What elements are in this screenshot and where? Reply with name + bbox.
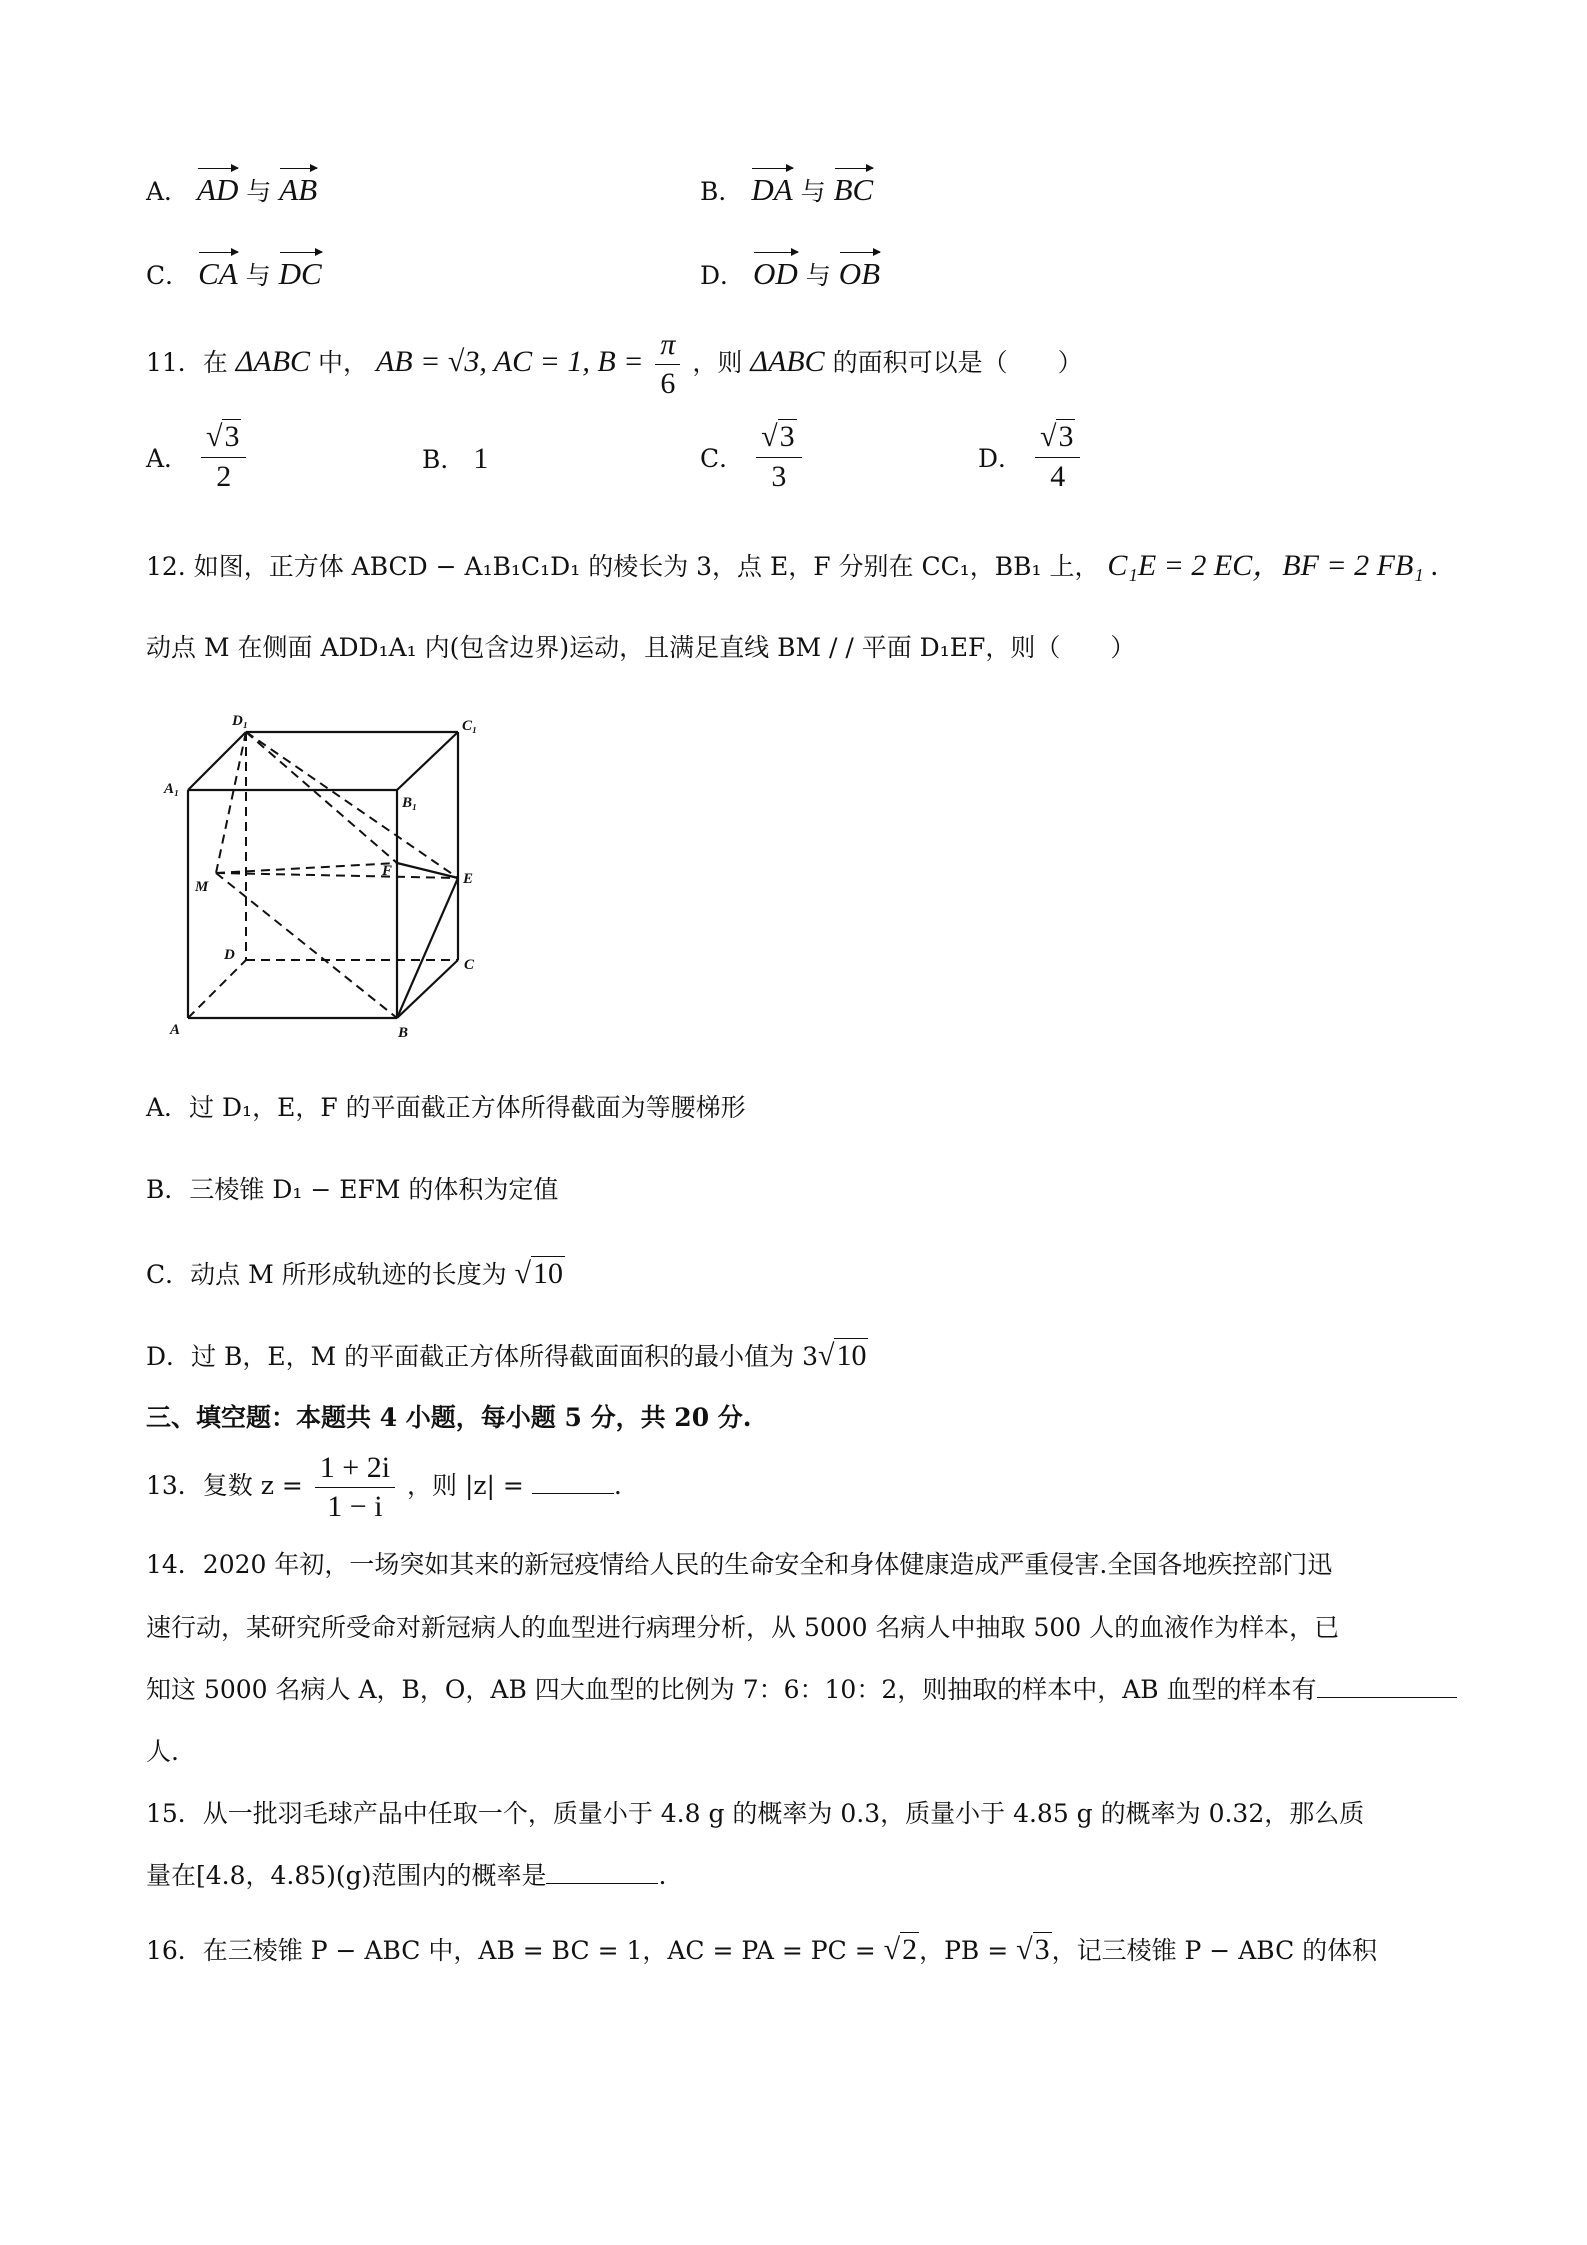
sqrt-expression: √10: [818, 1339, 867, 1372]
answer-blank[interactable]: [1317, 1697, 1457, 1698]
radicand: 10: [533, 1257, 564, 1290]
question-14-line-2: [146, 1608, 1339, 1648]
edge-b-c: [397, 960, 458, 1018]
q13-prefix: 13．复数 z =: [146, 1471, 303, 1500]
q16-text: ，PB =: [919, 1936, 1017, 1965]
q13-suffix: ，则 |z| =: [407, 1471, 524, 1500]
radicand: 3: [1034, 1933, 1050, 1966]
option-fraction: $\frac{√3}{2}$: [201, 418, 246, 496]
q11-ask: 的面积可以是（ ）: [832, 348, 1083, 377]
q14-text: 人.: [146, 1737, 179, 1766]
q10-option-d: [700, 248, 880, 292]
label-d1: D₁: [232, 713, 249, 729]
option-label: B．: [422, 445, 466, 474]
radicand: 10: [836, 1339, 867, 1372]
label-c: C: [464, 957, 475, 973]
fraction-numerator: 1 + 2i: [315, 1449, 395, 1488]
option-text: D．过 B，E，M 的平面截正方体所得截面面积的最小值为 3: [146, 1342, 819, 1371]
q11-triangle: ΔABC: [750, 345, 825, 378]
question-13: [146, 1446, 622, 1526]
segment-b-e: [397, 878, 458, 1018]
fraction-numerator: π: [655, 326, 680, 365]
radicand: 3: [224, 420, 240, 453]
q11-triangle: ΔABC: [235, 345, 311, 378]
edge-b1-c1: [397, 732, 458, 790]
option-fraction: $\frac{√3}{3}$: [756, 418, 801, 496]
q14-text: 速行动，某研究所受命对新冠病人的血型进行病理分析，从 5000 名病人中抽取 500 人的血液作为样本，已: [146, 1613, 1340, 1642]
fraction-denominator: 1 − i: [327, 1490, 383, 1523]
question-14-line-1: [146, 1545, 1332, 1585]
q16-text: 16．在三棱锥 P − ABC 中，AB = BC = 1，AC = PA = PC =: [146, 1936, 884, 1965]
option-label: A．: [146, 177, 190, 206]
option-value: 1: [473, 442, 489, 475]
q15-end: .: [658, 1861, 667, 1890]
option-label: C．: [146, 261, 191, 290]
question-14-line-3: [146, 1670, 1457, 1710]
q11-prefix: 11．在: [146, 348, 228, 377]
question-15-line-2: [146, 1856, 666, 1896]
q11-angle-fraction: [655, 326, 680, 403]
answer-blank[interactable]: [546, 1883, 658, 1884]
question-11: [146, 324, 1083, 403]
q14-text: 知这 5000 名病人 A，B，O，AB 四大血型的比例为 7：6：10：2，则抽取的样本中，AB 血型的样本有: [146, 1675, 1317, 1704]
option-label: B．: [700, 177, 744, 206]
conjunction: 与: [805, 261, 831, 290]
q11-suffix: ，则: [692, 348, 743, 377]
radicand: 3: [779, 420, 795, 453]
vector: CA: [198, 248, 238, 292]
q12-option-c: [146, 1254, 565, 1295]
q11-option-d: [978, 418, 1084, 496]
q11-mid: 中，: [318, 348, 369, 377]
segment-d1-f: [246, 732, 397, 863]
vector: OB: [839, 248, 880, 292]
vector: DA: [751, 164, 792, 208]
label-a1: A₁: [164, 781, 180, 797]
q10-option-b: [700, 164, 873, 208]
question-15-line-1: [146, 1794, 1364, 1834]
question-16: [146, 1930, 1377, 1971]
sqrt-expression: √3: [1016, 1933, 1050, 1966]
segment-d1-e: [246, 732, 458, 878]
option-label: A．: [146, 444, 190, 473]
option-text: A．过 D₁，E，F 的平面截正方体所得截面为等腰梯形: [146, 1093, 746, 1122]
segment-m-b: [216, 873, 397, 1018]
hidden-edge-a-d: [188, 960, 246, 1018]
question-12-line-1: [146, 546, 1439, 587]
q12-vector-relation: C₁E = 2 EC，BF = 2 FB₁ .: [1107, 549, 1439, 582]
q12-text: 动点 M 在侧面 ADD₁A₁ 内(包含边界)运动，且满足直线 BM / / 平面 D₁EF，则（ ）: [146, 633, 1136, 662]
question-12-line-2: [146, 628, 1135, 668]
sqrt-expression: √2: [883, 1933, 918, 1966]
radicand: 2: [902, 1933, 918, 1966]
option-text: C．动点 M 所形成轨迹的长度为: [146, 1260, 507, 1289]
label-c1: C₁: [462, 718, 478, 734]
vector: AB: [279, 164, 317, 208]
q15-text: 15．从一批羽毛球产品中任取一个，质量小于 4.8 g 的概率为 0.3，质量小于 4.85 g 的概率为 0.32，那么质: [146, 1799, 1365, 1828]
segment-m-f: [216, 863, 397, 873]
q11-given: AB = √3, AC = 1, B =: [375, 345, 644, 378]
q11-option-c: [700, 418, 806, 496]
vector: OD: [753, 248, 798, 292]
edge-a1-d1: [188, 732, 246, 790]
q12-option-a: [146, 1088, 746, 1128]
label-f: F: [382, 863, 393, 879]
q12-text: 12. 如图，正方体 ABCD − A₁B₁C₁D₁ 的棱长为 3，点 E，F 分别在 CC₁，BB₁ 上，: [146, 552, 1100, 581]
option-label: D．: [978, 444, 1024, 473]
q10-option-a: [146, 164, 317, 208]
answer-blank[interactable]: [532, 1493, 614, 1494]
label-b1: B₁: [402, 795, 418, 811]
segment-d1-m: [216, 732, 246, 873]
vector: BC: [834, 164, 874, 208]
fraction-denominator: 4: [1050, 460, 1066, 493]
q13-fraction: [315, 1449, 395, 1526]
label-m: M: [195, 879, 209, 895]
radicand: 3: [1058, 420, 1074, 453]
vector: AD: [197, 164, 238, 208]
vector: DC: [279, 248, 322, 292]
section-heading: [146, 1398, 752, 1438]
q13-end: .: [613, 1471, 622, 1500]
label-e: E: [463, 871, 474, 887]
q12-option-b: [146, 1170, 558, 1210]
segment-m-e: [216, 873, 458, 878]
label-d: D: [224, 947, 235, 963]
fraction-denominator: 3: [771, 460, 787, 493]
label-a: A: [170, 1022, 181, 1038]
q12-option-d: [146, 1336, 868, 1377]
option-label: D．: [700, 261, 746, 290]
q11-option-a: [146, 418, 250, 496]
conjunction: 与: [245, 261, 271, 290]
q15-text: 量在[4.8，4.85)(g)范围内的概率是: [146, 1861, 547, 1890]
label-b: B: [398, 1025, 409, 1041]
cube-figure: [160, 705, 500, 1045]
q16-text: ，记三棱锥 P − ABC 的体积: [1051, 1936, 1378, 1965]
section-title: 三、填空题：本题共 4 小题，每小题 5 分，共 20 分.: [146, 1403, 752, 1432]
q11-option-b: [422, 440, 488, 476]
fraction-denominator: 6: [660, 367, 676, 400]
q10-option-c: [146, 248, 322, 292]
fraction-denominator: 2: [216, 460, 232, 493]
option-label: C．: [700, 444, 745, 473]
option-text: B．三棱锥 D₁ − EFM 的体积为定值: [146, 1175, 559, 1204]
question-14-line-4: [146, 1732, 179, 1772]
q14-text: 14．2020 年初，一场突如其来的新冠疫情给人民的生命安全和身体健康造成严重侵害.全国各地疾控部门迅: [146, 1550, 1333, 1579]
option-fraction: $\frac{√3}{4}$: [1035, 418, 1080, 496]
conjunction: 与: [246, 177, 272, 206]
sqrt-expression: √10: [514, 1257, 564, 1290]
conjunction: 与: [800, 177, 826, 206]
